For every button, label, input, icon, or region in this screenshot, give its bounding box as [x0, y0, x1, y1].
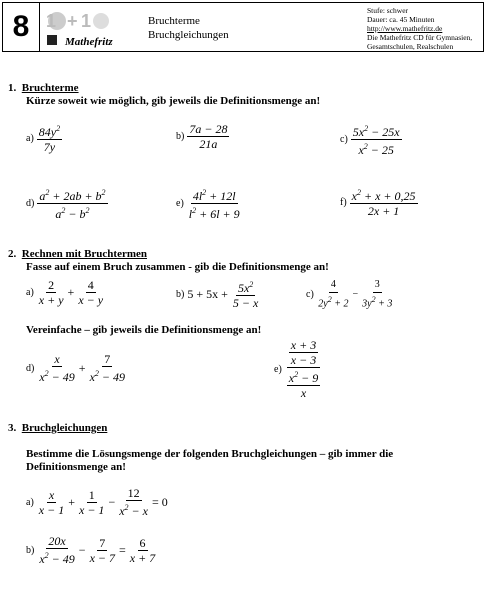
task-2e: e) $\frac{x + 3}{x - 3}$ $\frac{x^2 - 9}{x}$: [274, 338, 319, 400]
section-3-heading: 3. Bruchgleichungen: [8, 422, 108, 434]
svg-text:1: 1: [46, 11, 57, 31]
task-2a: a) 2 x + y + $\frac{4}{x - y}$: [26, 278, 104, 307]
section-2-instruction: Fasse auf einem Bruch zusammen - gib die Definitionsmenge an!: [26, 261, 329, 273]
worksheet-number: 8: [3, 3, 40, 51]
section-1-title: Bruchterme: [21, 82, 79, 94]
task-1e: e) $4l^2 + 12l$ $l^2 + 6l + 9$: [176, 188, 240, 221]
header-title-1: Bruchterme: [148, 15, 200, 27]
section-3-instruction-line-2: Definitionsmenge an!: [26, 461, 126, 473]
svg-text:1: 1: [81, 11, 92, 31]
task-3a: a) x x − 1 + $\frac{1}{x - 1}$ − $\frac{12}{x^2 - x}$ = 0: [26, 486, 168, 518]
task-2b: b) 5 + 5x + $\frac{5x^2}{5 - x}$: [176, 280, 259, 310]
header-title-2: Bruchgleichungen: [148, 29, 229, 41]
task-1b: b) 7a − 28 21a: [176, 122, 228, 151]
section-1-instruction: Kürze soweit wie möglich, gib jeweils die Definitionsmenge an!: [26, 95, 321, 107]
section-1-heading: 1. Bruchterme: [8, 82, 79, 94]
task-2c: c) 4 $2y^2 + 2$ − $\frac{3}{3y^2 + 3}$: [306, 279, 393, 310]
logo-text: Mathefritz: [65, 36, 113, 48]
section-3-instruction-line-1: Bestimme die Lösungsmenge der folgenden Bruchgleichungen – gib immer die: [26, 448, 394, 460]
info-line: Gesamtschulen, Realschulen: [367, 42, 454, 51]
task-1f: f) $x^2 + x + 0,25$ 2x + 1: [340, 188, 416, 218]
section-3-title: Bruchgleichungen: [21, 422, 108, 434]
info-line: Stufe: schwer: [367, 6, 409, 15]
header-info: [367, 6, 472, 51]
task-1d: d) $a^2 + 2ab + b^2$ $a^2 - b^2$: [26, 188, 106, 221]
mathefritz-logo: [43, 5, 127, 49]
task-3b: b) 20x $x^2 - 49$ − $\frac{7}{x - 7}$ = $\frac{6}{x + 7}$: [26, 534, 156, 566]
task-1c: c) $5x^2 - 25x$ $x^2 - 25$: [340, 124, 400, 157]
info-line: Dauer: ca. 45 Minuten: [367, 15, 435, 24]
worksheet-header: [2, 2, 484, 52]
task-2d: d) x $x^2 - 49$ + $\frac{7}{x^2 - 49}$: [26, 352, 125, 384]
section-2-title: Rechnen mit Bruchtermen: [21, 248, 148, 260]
info-line: http://www.mathefritz.de: [367, 24, 443, 33]
svg-text:+: +: [67, 11, 78, 31]
task-1a: a) $84y^2$ 7y: [26, 124, 61, 154]
section-2-instruction-2: Vereinfache – gib jeweils die Definitionsmenge an!: [26, 324, 262, 336]
section-2-heading: 2. Rechnen mit Bruchtermen: [8, 248, 148, 260]
info-line: Die Mathefritz CD für Gymnasien,: [367, 33, 473, 42]
